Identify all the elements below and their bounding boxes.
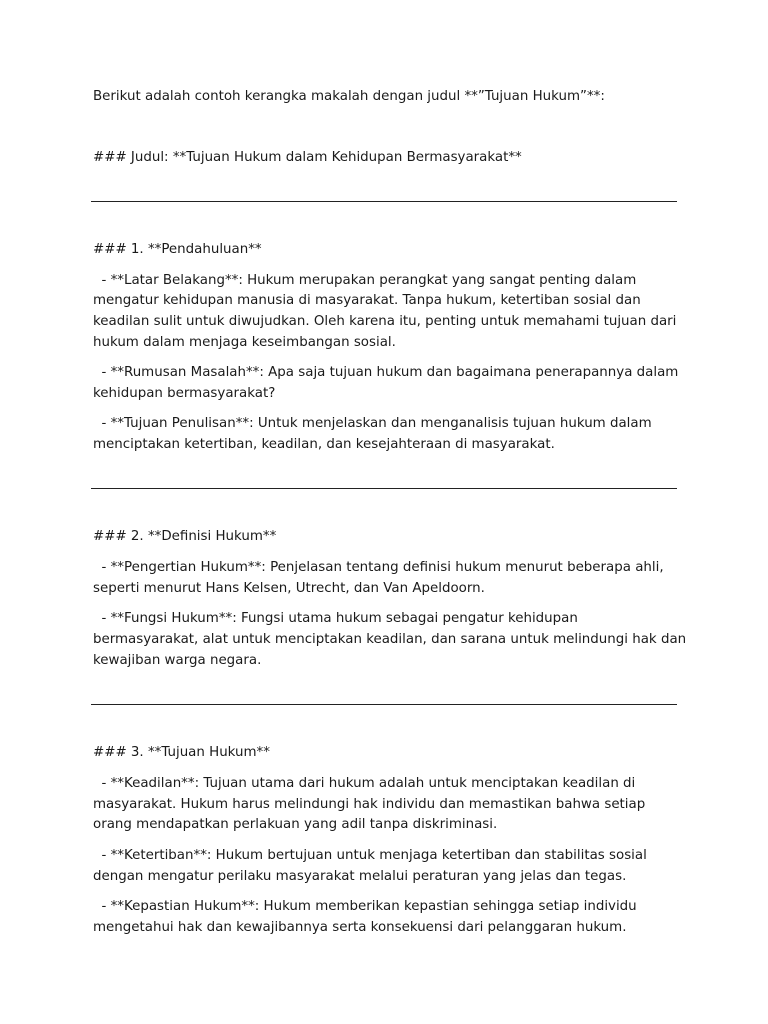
section-heading: ### 2. **Definisi Hukum**: [93, 529, 277, 544]
paragraph-line: - **Kepastian Hukum**: Hukum memberikan kepastian sehingga setiap individu: [93, 899, 637, 914]
paragraph-line: keadilan sulit untuk diwujudkan. Oleh karena itu, penting untuk memahami tujuan dari: [93, 314, 677, 329]
paragraph-line: - **Pengertian Hukum**: Penjelasan tentang definisi hukum menurut beberapa ahli,: [93, 560, 664, 575]
divider: [91, 201, 677, 202]
paragraph-line: - **Fungsi Hukum**: Fungsi utama hukum sebagai pengatur kehidupan: [93, 611, 578, 626]
paragraph-line: seperti menurut Hans Kelsen, Utrecht, dan Van Apeldoorn.: [93, 581, 485, 596]
paragraph-line: - **Ketertiban**: Hukum bertujuan untuk menjaga ketertiban dan stabilitas sosial: [93, 848, 647, 863]
paragraph-line: - **Tujuan Penulisan**: Untuk menjelaskan dan menganalisis tujuan hukum dalam: [93, 416, 652, 431]
paragraph-line: kehidupan bermasyarakat?: [93, 386, 276, 401]
paragraph-line: - **Rumusan Masalah**: Apa saja tujuan hukum dan bagaimana penerapannya dalam: [93, 365, 679, 380]
divider: [91, 704, 677, 705]
paragraph-line: mengetahui hak dan kewajibannya serta konsekuensi dari pelanggaran hukum.: [93, 920, 627, 935]
paragraph-line: masyarakat. Hukum harus melindungi hak individu dan memastikan bahwa setiap: [93, 797, 646, 812]
paragraph-line: dengan mengatur perilaku masyarakat melalui peraturan yang jelas dan tegas.: [93, 869, 627, 884]
paragraph-line: menciptakan ketertiban, keadilan, dan kesejahteraan di masyarakat.: [93, 437, 555, 452]
divider: [91, 488, 677, 489]
section-heading: ### 3. **Tujuan Hukum**: [93, 745, 270, 760]
paragraph-line: - **Keadilan**: Tujuan utama dari hukum adalah untuk menciptakan keadilan di: [93, 776, 636, 791]
paragraph-line: orang mendapatkan perlakuan yang adil tanpa diskriminasi.: [93, 817, 498, 832]
intro-text: Berikut adalah contoh kerangka makalah dengan judul **”Tujuan Hukum”**:: [93, 89, 605, 104]
paragraph-line: bermasyarakat, alat untuk menciptakan keadilan, dan sarana untuk melindungi hak dan: [93, 632, 687, 647]
paragraph-line: mengatur kehidupan manusia di masyarakat. Tanpa hukum, ketertiban sosial dan: [93, 293, 641, 308]
document-title: ### Judul: **Tujuan Hukum dalam Kehidupan Bermasyarakat**: [93, 150, 522, 165]
section-heading: ### 1. **Pendahuluan**: [93, 242, 262, 257]
paragraph-line: - **Latar Belakang**: Hukum merupakan perangkat yang sangat penting dalam: [93, 273, 637, 288]
paragraph-line: kewajiban warga negara.: [93, 653, 262, 668]
paragraph-line: hukum dalam menjaga keseimbangan sosial.: [93, 335, 396, 350]
